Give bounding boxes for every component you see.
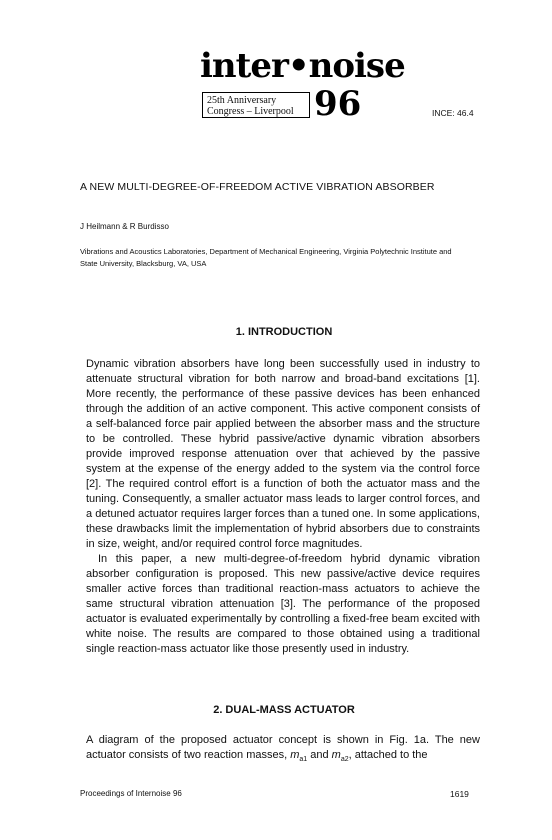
logo-box-line1: 25th Anniversary <box>207 95 277 106</box>
page-number: 1619 <box>450 789 469 799</box>
paper-title: A NEW MULTI-DEGREE-OF-FREEDOM ACTIVE VIBRATION ABSORBER <box>80 181 435 193</box>
affiliation: Vibrations and Acoustics Laboratories, Department of Mechanical Engineering, Virginia Polytechnic Institute and State University, Blacksburg, VA, USA <box>80 247 452 268</box>
section-heading-dual-mass: 2. DUAL-MASS ACTUATOR <box>213 704 355 716</box>
reference-code: INCE: 46.4 <box>432 108 474 118</box>
dual-mass-body <box>86 733 480 767</box>
internoise-logo: inter•noise <box>200 46 405 86</box>
mass-subscript-1: a1 <box>299 756 308 764</box>
mass-symbol-2: m <box>331 749 341 761</box>
logo-anniversary-box <box>202 92 310 118</box>
logo-box-line2: Congress – Liverpool <box>207 106 294 117</box>
intro-paragraph-2: In this paper, a new multi-degree-of-freedom hybrid dynamic vibration absorber configuration is proposed. This new passive/active device requires smaller active forces than traditional reaction-mass actuators to achieve the same structural vibration attenuation [3]. The performance of the proposed actuator is evaluated experimentally by controlling a fixed-free beam excited with white noise. The results are compared to those obtained using a traditional single reaction-mass actuator like those presently used in industry. <box>86 553 480 655</box>
dual-mass-text-tail: , attached to the <box>348 749 428 761</box>
intro-paragraph-1: Dynamic vibration absorbers have long been successfully used in industry to attenuate structural vibration for both narrow and broad-band excitations [1]. More recently, the performance of these passive devices has been enhanced through the addition of an active component. This active component consists of a self-balanced force pair applied between the absorber mass and the structure to be controlled. These hybrid passive/active dynamic vibration absorbers provide improved response attenuation over that achieved by the passive system at the expense of the energy added to the system via the control force [2]. The required control effort is a function of both the actuator mass and the tuning. Consequently, a smaller actuator mass leads to larger control forces, and a detuned actuator requires larger forces than a tuned one. In some applications, these drawbacks limit the implementation of hybrid absorbers due to constraints in size, weight, and/or required control force magnitudes. <box>86 358 480 550</box>
authors: J Heilmann & R Burdisso <box>80 222 169 231</box>
footer-proceedings: Proceedings of Internoise 96 <box>80 789 182 798</box>
dual-mass-text-start: A diagram of the proposed actuator concept is shown in Fig. 1a. The new actuator consists of two reaction masses, <box>86 734 480 761</box>
section-heading-introduction: 1. INTRODUCTION <box>235 326 333 338</box>
dual-mass-paragraph-1 <box>86 733 480 767</box>
mass-symbol-1: m <box>290 749 300 761</box>
introduction-body <box>86 357 480 657</box>
mass-subscript-2: a2 <box>340 756 349 764</box>
logo-year: 96 <box>314 84 362 124</box>
mass-joiner: and <box>310 749 329 761</box>
